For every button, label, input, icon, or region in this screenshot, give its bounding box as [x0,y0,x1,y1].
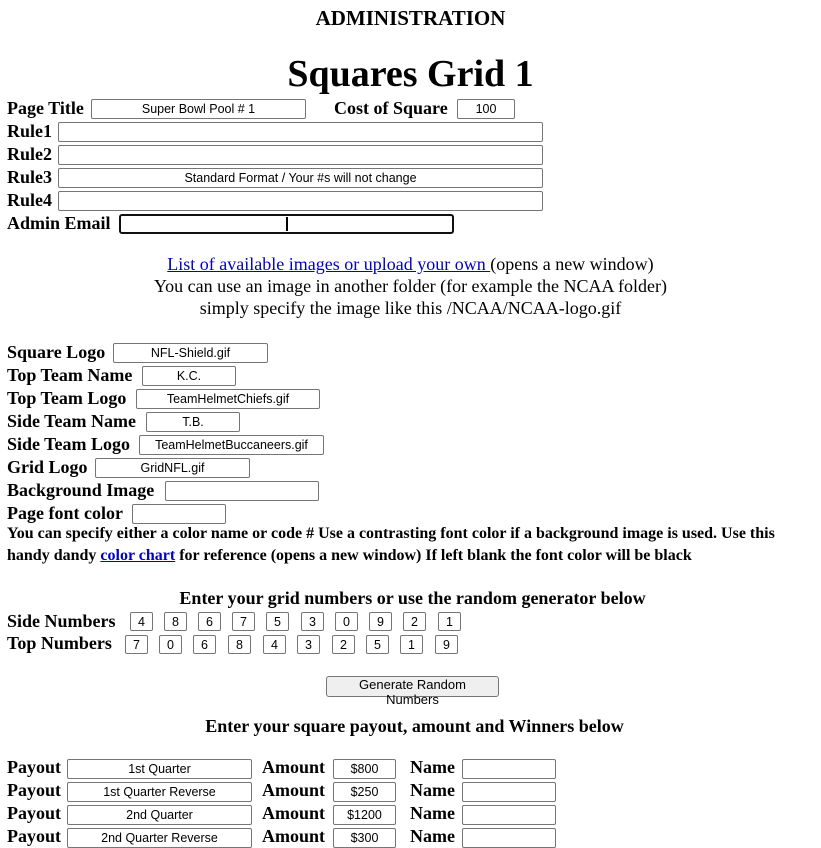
cost-of-square-input[interactable] [457,99,515,119]
top-number-input[interactable] [332,635,355,654]
image-list-link[interactable]: List of available images or upload your own [167,254,491,274]
payout-input[interactable] [67,782,252,802]
page-font-color-input[interactable] [132,504,226,524]
amount-input[interactable] [333,759,396,779]
rule2-label: Rule2 [7,144,52,164]
rule1-label: Rule1 [7,121,52,141]
images-info-line2: You can use an image in another folder (for example the NCAA folder) [153,276,668,296]
cost-of-square-label: Cost of Square [334,98,448,118]
rule4-input[interactable] [58,191,543,211]
text-cursor [286,217,288,231]
payout-label: Payout [7,826,61,846]
page-font-color-label: Page font color [7,503,123,523]
side-team-logo-input[interactable] [139,435,324,455]
amount-input[interactable] [333,828,396,848]
image-list-link-note: (opens a new window) [490,254,654,274]
color-note-text-1: You can specify either a color name or code # Use a contrasting font color if a background image is used. Use this handy dandy [7,525,775,564]
payouts-heading: Enter your square payout, amount and Winners below [205,716,624,736]
payout-label: Payout [7,780,61,800]
amount-input[interactable] [333,782,396,802]
grid-logo-label: Grid Logo [7,457,88,477]
background-image-label: Background Image [7,480,155,500]
side-number-input[interactable] [403,612,426,631]
rule2-input[interactable] [58,145,543,165]
payout-input[interactable] [67,759,252,779]
name-label: Name [410,757,455,777]
grid-numbers-heading: Enter your grid numbers or use the random generator below [179,588,646,608]
top-number-input[interactable] [159,635,182,654]
top-numbers-label: Top Numbers [7,633,112,653]
admin-email-label: Admin Email [7,213,111,233]
payout-input[interactable] [67,805,252,825]
name-label: Name [410,826,455,846]
winner-name-input[interactable] [462,759,556,779]
color-chart-link[interactable]: color chart [100,547,176,564]
rule4-label: Rule4 [7,190,52,210]
payout-input[interactable] [67,828,252,848]
side-number-input[interactable] [130,612,153,631]
top-team-name-label: Top Team Name [7,365,133,385]
side-number-input[interactable] [232,612,255,631]
color-note [7,523,817,567]
admin-heading: ADMINISTRATION [315,6,506,30]
page-title: Squares Grid 1 [287,53,534,95]
color-note-text-2: for reference (opens a new window) If left blank the font color will be black [175,547,692,564]
top-number-input[interactable] [125,635,148,654]
images-info-line3: simply specify the image like this /NCAA/NCAA-logo.gif [199,298,622,318]
side-number-input[interactable] [335,612,358,631]
amount-input[interactable] [333,805,396,825]
winner-name-input[interactable] [462,828,556,848]
side-team-logo-label: Side Team Logo [7,434,131,454]
top-number-input[interactable] [400,635,423,654]
side-number-input[interactable] [438,612,461,631]
top-number-input[interactable] [366,635,389,654]
winner-name-input[interactable] [462,782,556,802]
top-team-name-input[interactable] [142,366,236,386]
side-number-input[interactable] [198,612,221,631]
name-label: Name [410,780,455,800]
images-info-line1 [0,253,821,275]
top-number-input[interactable] [263,635,286,654]
square-logo-label: Square Logo [7,342,106,362]
top-team-logo-label: Top Team Logo [7,388,127,408]
winner-name-input[interactable] [462,805,556,825]
side-number-input[interactable] [164,612,187,631]
amount-label: Amount [262,826,326,846]
top-number-input[interactable] [193,635,216,654]
side-number-input[interactable] [266,612,289,631]
payout-label: Payout [7,803,61,823]
top-team-logo-input[interactable] [136,389,320,409]
amount-label: Amount [262,757,326,777]
grid-logo-input[interactable] [95,458,250,478]
payout-label: Payout [7,757,61,777]
rule3-input[interactable] [58,168,543,188]
top-number-input[interactable] [297,635,320,654]
rule3-label: Rule3 [7,167,52,187]
page-title-label: Page Title [7,98,84,118]
square-logo-input[interactable] [113,343,268,363]
top-number-input[interactable] [228,635,251,654]
side-team-name-label: Side Team Name [7,411,137,431]
rule1-input[interactable] [58,122,543,142]
side-number-input[interactable] [301,612,324,631]
background-image-input[interactable] [165,481,319,501]
page-title-input[interactable] [91,99,306,119]
name-label: Name [410,803,455,823]
amount-label: Amount [262,780,326,800]
side-numbers-label: Side Numbers [7,611,116,631]
amount-label: Amount [262,803,326,823]
top-number-input[interactable] [435,635,458,654]
side-number-input[interactable] [369,612,392,631]
generate-random-numbers-button[interactable]: Generate Random Numbers [326,676,499,697]
side-team-name-input[interactable] [146,412,240,432]
